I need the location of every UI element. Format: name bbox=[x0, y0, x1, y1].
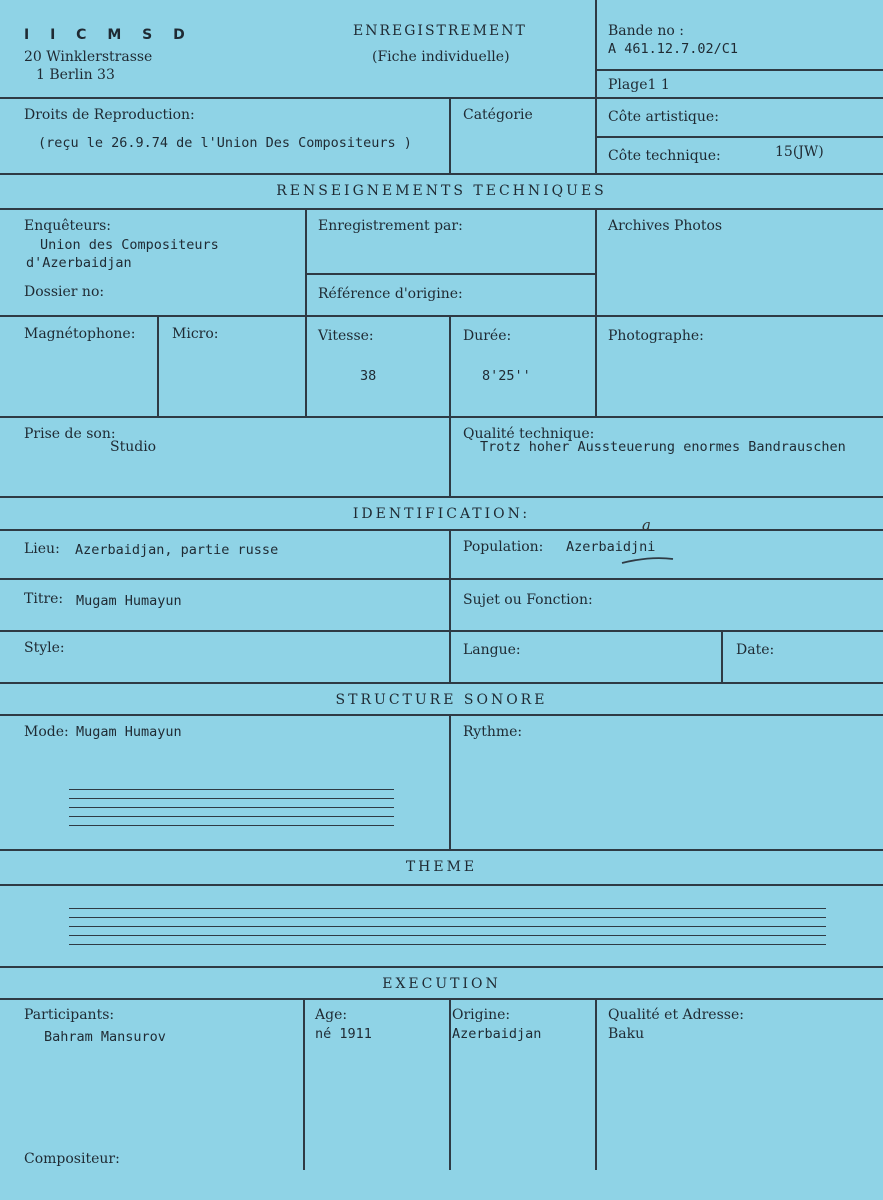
org-address-line1: 20 Winklerstrasse bbox=[24, 49, 153, 65]
divider bbox=[449, 529, 451, 682]
vitesse-label: Vitesse: bbox=[318, 328, 374, 344]
dossier-label: Dossier no: bbox=[24, 284, 105, 300]
lieu-value: Azerbaidjan, partie russe bbox=[75, 542, 279, 558]
divider bbox=[0, 315, 883, 317]
mode-value: Mugam Humayun bbox=[76, 724, 182, 740]
age-value: né 1911 bbox=[315, 1026, 372, 1042]
mode-label: Mode: bbox=[24, 724, 69, 740]
enqueteurs-value-line2: d'Azerbaidjan bbox=[26, 255, 132, 271]
participants-value: Bahram Mansurov bbox=[44, 1029, 166, 1045]
music-staff-line bbox=[69, 935, 826, 936]
divider bbox=[721, 630, 723, 682]
divider bbox=[0, 529, 883, 531]
origine-value: Azerbaidjan bbox=[452, 1026, 542, 1042]
qualite-technique-label: Qualité technique: bbox=[463, 426, 595, 442]
rythme-label: Rythme: bbox=[463, 724, 523, 740]
vitesse-value: 38 bbox=[360, 368, 377, 384]
archives-photos-label: Archives Photos bbox=[608, 218, 723, 234]
divider bbox=[595, 136, 883, 138]
cote-artistique-label: Côte artistique: bbox=[608, 109, 719, 125]
divider bbox=[595, 69, 883, 71]
lieu-label: Lieu: bbox=[24, 541, 60, 557]
form-title: ENREGISTREMENT bbox=[353, 23, 527, 39]
divider bbox=[0, 208, 883, 210]
divider bbox=[0, 714, 883, 716]
divider bbox=[0, 173, 883, 175]
participants-label: Participants: bbox=[24, 1007, 115, 1023]
qualite-adresse-value: Baku bbox=[608, 1026, 645, 1042]
enqueteurs-label: Enquêteurs: bbox=[24, 218, 112, 234]
org-name: I I C M S D bbox=[24, 27, 193, 43]
langue-label: Langue: bbox=[463, 642, 521, 658]
population-value: Azerbaidjni bbox=[566, 539, 656, 555]
divider bbox=[0, 630, 883, 632]
qualite-adresse-label: Qualité et Adresse: bbox=[608, 1007, 744, 1023]
org-address-line2: 1 Berlin 33 bbox=[36, 67, 115, 83]
prise-de-son-value: Studio bbox=[110, 439, 157, 455]
sujet-fonction-label: Sujet ou Fonction: bbox=[463, 592, 593, 608]
micro-label: Micro: bbox=[172, 326, 219, 342]
divider bbox=[0, 578, 883, 580]
titre-label: Titre: bbox=[24, 591, 64, 607]
reference-origine-label: Référence d'origine: bbox=[318, 286, 463, 302]
enqueteurs-value-line1: Union des Compositeurs bbox=[40, 237, 219, 253]
section-renseignements-techniques: RENSEIGNEMENTS TECHNIQUES bbox=[276, 183, 607, 199]
divider bbox=[0, 682, 883, 684]
bande-value: A 461.12.7.02/C1 bbox=[608, 41, 739, 57]
titre-value: Mugam Humayun bbox=[76, 593, 182, 609]
origine-label: Origine: bbox=[452, 1007, 511, 1023]
music-staff-line bbox=[69, 816, 394, 817]
compositeur-label: Compositeur: bbox=[24, 1151, 120, 1167]
divider bbox=[0, 884, 883, 886]
music-staff-line bbox=[69, 917, 826, 918]
population-correction: a bbox=[642, 516, 651, 534]
section-execution: EXECUTION bbox=[382, 976, 501, 992]
duree-value: 8'25'' bbox=[482, 368, 531, 384]
divider bbox=[157, 315, 159, 416]
bande-label: Bande no : bbox=[608, 23, 684, 39]
divider bbox=[595, 998, 597, 1170]
photographe-label: Photographe: bbox=[608, 328, 704, 344]
section-identification: IDENTIFICATION: bbox=[352, 506, 531, 522]
divider bbox=[449, 315, 451, 496]
divider bbox=[449, 97, 451, 173]
handwritten-underline bbox=[620, 553, 675, 567]
droits-value: (reçu le 26.9.74 de l'Union Des Compositeurs ) bbox=[38, 135, 412, 151]
divider bbox=[303, 998, 305, 1170]
duree-label: Durée: bbox=[463, 328, 512, 344]
cote-technique-label: Côte technique: bbox=[608, 148, 721, 164]
age-label: Age: bbox=[315, 1007, 348, 1023]
music-staff-line bbox=[69, 944, 826, 945]
music-staff-line bbox=[69, 798, 394, 799]
form-subtitle: (Fiche individuelle) bbox=[372, 49, 510, 65]
music-staff-line bbox=[69, 908, 826, 909]
plage-value: Plage1 1 bbox=[608, 77, 670, 93]
divider bbox=[0, 998, 883, 1000]
divider bbox=[305, 208, 307, 416]
date-label: Date: bbox=[736, 642, 775, 658]
music-staff-line bbox=[69, 807, 394, 808]
enregistrement-par-label: Enregistrement par: bbox=[318, 218, 463, 234]
qualite-technique-value: Trotz hoher Aussteuerung enormes Bandrauschen bbox=[480, 439, 846, 455]
divider bbox=[595, 0, 597, 173]
magnetophone-label: Magnétophone: bbox=[24, 326, 136, 342]
music-staff-line bbox=[69, 825, 394, 826]
style-label: Style: bbox=[24, 640, 65, 656]
divider bbox=[0, 496, 883, 498]
divider bbox=[305, 273, 595, 275]
divider bbox=[0, 416, 883, 418]
section-theme: THEME bbox=[405, 859, 478, 875]
music-staff-line bbox=[69, 926, 826, 927]
droits-label: Droits de Reproduction: bbox=[24, 107, 195, 123]
prise-de-son-label: Prise de son: bbox=[24, 426, 116, 442]
divider bbox=[0, 97, 883, 99]
divider bbox=[0, 849, 883, 851]
music-staff-line bbox=[69, 789, 394, 790]
divider bbox=[449, 998, 451, 1170]
cote-technique-value: 15(JW) bbox=[775, 144, 824, 160]
divider bbox=[0, 966, 883, 968]
section-structure-sonore: STRUCTURE SONORE bbox=[335, 692, 548, 708]
categorie-label: Catégorie bbox=[463, 107, 533, 123]
population-label: Population: bbox=[463, 539, 544, 555]
divider bbox=[595, 208, 597, 416]
divider bbox=[449, 714, 451, 849]
